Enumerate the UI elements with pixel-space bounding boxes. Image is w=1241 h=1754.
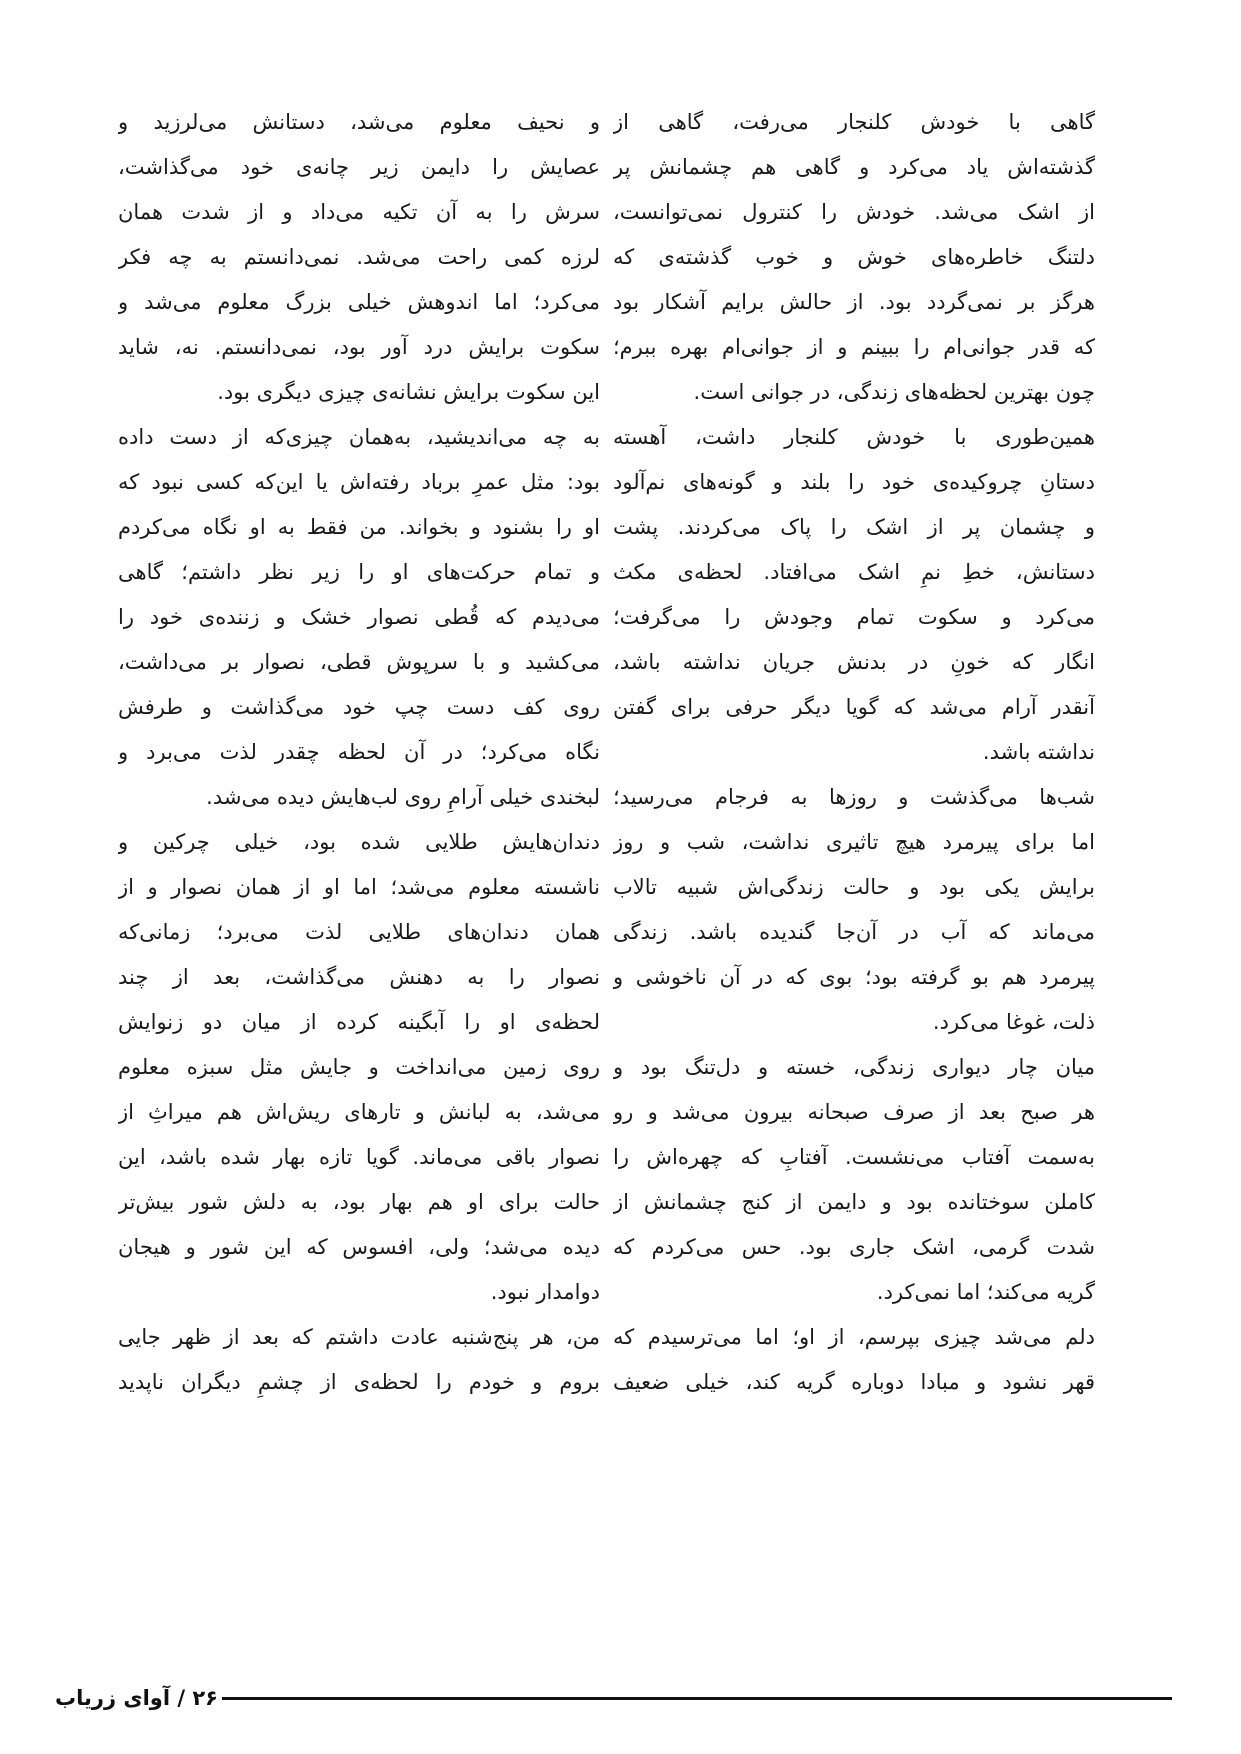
- text-line: می‌کرد و سکوت تمام وجودش را می‌گرفت؛: [613, 605, 1095, 629]
- text-line: نصوار را به دهنش می‌گذاشت، بعد از چند: [118, 965, 600, 989]
- text-line: شدت گرمی، اشک جاری بود. حس می‌کردم که: [613, 1235, 1095, 1259]
- text-line: چون بهترین لحظه‌های زندگی، در جوانی است.: [693, 380, 1095, 404]
- text-line: دلتنگ خاطره‌های خوش و خوب گذشته‌ی که: [613, 245, 1095, 269]
- text-line: بود: مثل عمرِ برباد رفته‌اش یا این‌که کسی نبود که: [118, 470, 600, 494]
- text-line: که قدر جوانی‌ام را ببینم و از جوانی‌ام بهره ببرم؛: [613, 335, 1095, 359]
- text-line: انگار که خونِ در بدنش جریان نداشته باشد،: [613, 650, 1095, 674]
- text-line: میان چار دیواری زندگی، خسته و دل‌تنگ بود و: [613, 1055, 1095, 1079]
- text-line: گاهی با خودش کلنجار می‌رفت، گاهی از: [613, 110, 1095, 134]
- text-line: می‌دیدم که قُطی نصوار خشک و زننده‌ی خود را: [118, 605, 600, 629]
- text-line: اما برای پیرمرد هیچ تاثیری نداشت، شب و روز: [613, 830, 1095, 854]
- text-line: دستانِ چروکیده‌ی خود را بلند و گونه‌های نم‌آلود: [613, 470, 1095, 494]
- text-line: می‌ماند که آب در آن‌جا گندیده باشد. زندگی: [613, 920, 1095, 944]
- text-line: ناشسته معلوم می‌شد؛ اما او از همان نصوار و از: [118, 875, 600, 899]
- text-line: من، هر پنج‌شنبه عادت داشتم که بعد از ظهر جایی: [118, 1325, 600, 1349]
- text-line: دلم می‌شد چیزی بپرسم، از او؛ اما می‌ترسیدم که: [613, 1325, 1095, 1349]
- text-line: روی زمین می‌انداخت و جایش مثل سبزه معلوم: [118, 1055, 600, 1079]
- text-line: گریه می‌کند؛ اما نمی‌کرد.: [876, 1280, 1095, 1304]
- footer-rule: [222, 1697, 1172, 1700]
- text-line: نصوار باقی می‌ماند. گویا تازه بهار شده باشد، این: [118, 1145, 600, 1169]
- text-line: دیده می‌شد؛ ولی، افسوس که این شور و هیجان: [118, 1235, 600, 1259]
- text-line: از اشک می‌شد. خودش را کنترول نمی‌توانست،: [613, 200, 1095, 224]
- text-line: گذشته‌اش یاد می‌کرد و گاهی هم چشمانش پر: [613, 155, 1095, 179]
- text-line: هرگز بر نمی‌گردد بود. از حالش برایم آشکار بود: [613, 290, 1095, 314]
- text-line: می‌شد، به لبانش و تارهای ریش‌اش هم میراثِ از: [118, 1100, 600, 1124]
- text-line: لبخندی خیلی آرامِ روی لب‌هایش دیده می‌شد.: [206, 785, 600, 809]
- text-line: و نحیف معلوم می‌شد، دستانش می‌لرزید و: [118, 110, 600, 134]
- text-line: سرش را به آن تکیه می‌داد و از شدت همان: [118, 200, 600, 224]
- text-line: دندان‌هایش طلایی شده بود، خیلی چرکین و: [118, 830, 600, 854]
- text-line: روی کف دست چپ خود می‌گذاشت و طرفش: [118, 695, 600, 719]
- text-line: او را بشنود و بخواند. من فقط به او نگاه می‌کردم: [118, 515, 600, 539]
- text-line: می‌کشید و با سرپوش قطی، نصوار بر می‌داشت،: [118, 650, 600, 674]
- text-line: می‌کرد؛ اما اندوهش خیلی بزرگ معلوم می‌شد و: [118, 290, 600, 314]
- text-line: کاملن سوختانده بود و دایمن از کنج چشمانش از: [613, 1190, 1095, 1214]
- text-line: قهر نشود و مبادا دوباره گریه کند، خیلی ضعیف: [613, 1370, 1095, 1394]
- text-line: ذلت، غوغا می‌کرد.: [932, 1010, 1095, 1034]
- text-line: نگاه می‌کرد؛ در آن لحظه چقدر لذت می‌برد و: [118, 740, 600, 764]
- page-footer: [0, 1678, 1241, 1718]
- page-number-and-magazine-title: ۲۶ / آوای زریاب: [55, 1686, 218, 1710]
- text-line: سکوت برایش درد آور بود، نمی‌دانستم. نه، شاید: [118, 335, 600, 359]
- text-column-right: [613, 100, 1095, 1405]
- text-line: پیرمرد هم بو گرفته بود؛ بوی که در آن ناخوشی و: [613, 965, 1095, 989]
- text-line: و چشمان پر از اشک را پاک می‌کردند. پشت: [613, 515, 1095, 539]
- text-line: به‌سمت آفتاب می‌نشست. آفتابِ که چهره‌اش را: [613, 1145, 1095, 1169]
- text-line: نداشته باشد.: [982, 740, 1095, 764]
- text-line: شب‌ها می‌گذشت و روزها به فرجام می‌رسید؛: [613, 785, 1095, 809]
- text-line: عصایش را دایمن زیر چانه‌ی خود می‌گذاشت،: [118, 155, 600, 179]
- text-line: بروم و خودم را لحظه‌ی از چشمِ دیگران ناپدید: [118, 1370, 600, 1394]
- text-line: حالت برای او هم بهار بود، به دلش شور بیش‌تر: [118, 1190, 600, 1214]
- text-line: این سکوت برایش نشانه‌ی چیزی دیگری بود.: [217, 380, 600, 404]
- text-line: لرزه کمی راحت می‌شد. نمی‌دانستم به چه فکر: [118, 245, 600, 269]
- text-line: لحظه‌ی او را آبگینه کرده از میان دو زنوایش: [118, 1010, 600, 1034]
- text-line: همین‌طوری با خودش کلنجار داشت، آهسته: [613, 425, 1095, 449]
- text-line: برایش یکی بود و حالت زندگی‌اش شبیه تالاب: [613, 875, 1095, 899]
- text-line: هر صبح بعد از صرف صبحانه بیرون می‌شد و رو: [613, 1100, 1095, 1124]
- text-line: همان دندان‌های طلایی لذت می‌برد؛ زمانی‌که: [118, 920, 600, 944]
- text-line: آنقدر آرام می‌شد که گویا دیگر حرفی برای گفتن: [613, 695, 1095, 719]
- text-line: به چه می‌اندیشید، به‌همان چیزی‌که از دست داده: [118, 425, 600, 449]
- text-column-left: [118, 100, 600, 1405]
- text-line: دوامدار نبود.: [490, 1280, 600, 1304]
- text-line: و تمام حرکت‌های او را زیر نظر داشتم؛ گاهی: [118, 560, 600, 584]
- text-line: دستانش، خطِ نمِ اشک می‌افتاد. لحظه‌ی مکث: [613, 560, 1095, 584]
